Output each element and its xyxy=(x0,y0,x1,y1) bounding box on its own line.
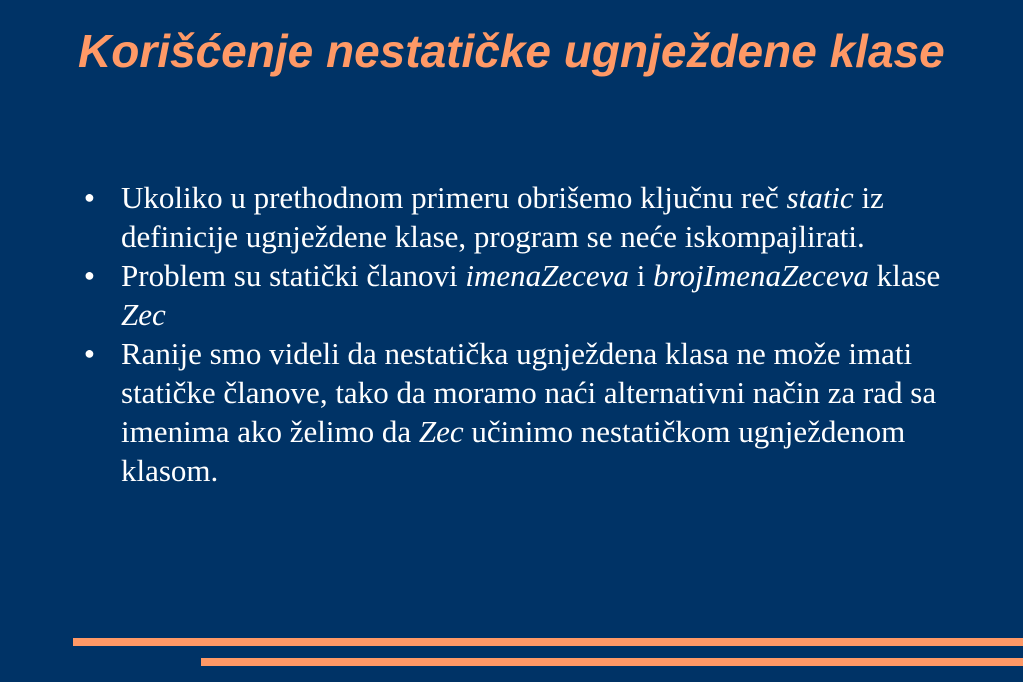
bullet-text: iz definicije ugnježdene klase, program se neće iskompajlirati. xyxy=(121,180,884,254)
bullet-text: Ukoliko u prethodnom primeru obrišemo ključnu reč xyxy=(121,180,787,215)
bullet-list xyxy=(84,178,974,490)
bullet-icon: ● xyxy=(84,187,95,207)
bullet-text: klase xyxy=(868,258,941,293)
bullet-text: učinimo nestatičkom ugnježdenom klasom. xyxy=(121,414,906,488)
identifier-zec: Zec xyxy=(121,297,166,332)
bullet-text: i xyxy=(628,258,654,293)
bullet-item-3 xyxy=(84,334,974,490)
bullet-item-1 xyxy=(84,178,974,256)
bullet-text: Problem su statički članovi xyxy=(121,258,466,293)
identifier-imenazeceva: imenaZeceva xyxy=(465,258,629,293)
bullet-icon: ● xyxy=(84,343,95,363)
bullet-item-2 xyxy=(84,256,974,334)
decorative-rule-bottom xyxy=(201,658,1023,666)
bullet-text: Ranije smo videli da nestatička ugnježdena klasa ne može imati statičke članove, tako da moramo naći alternativni način za rad sa imenima ako želimo da xyxy=(121,336,937,449)
identifier-zec: Zec xyxy=(418,414,464,449)
slide-title: Korišćenje nestatičke ugnježdene klase xyxy=(78,25,945,77)
bullet-icon: ● xyxy=(84,265,95,285)
identifier-brojimenazeceva: brojImenaZeceva xyxy=(653,258,869,293)
keyword-static: static xyxy=(786,180,854,215)
decorative-rule-top xyxy=(73,638,1023,646)
